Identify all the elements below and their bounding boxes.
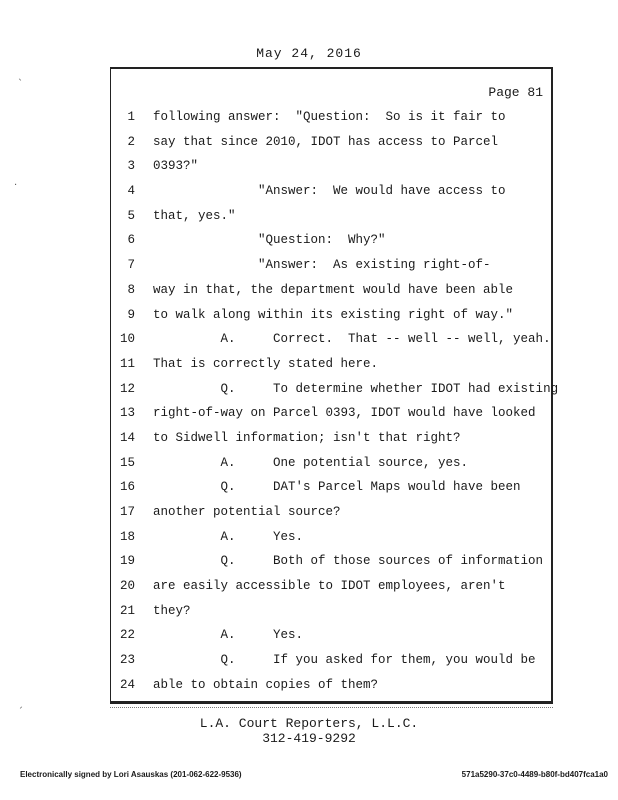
line-number: 1 <box>127 110 135 124</box>
line-number: 10 <box>119 332 135 347</box>
line-number: 17 <box>119 505 135 519</box>
transcript-line <box>111 401 554 426</box>
transcript-line <box>111 179 554 204</box>
line-text: another potential source? <box>153 505 341 519</box>
line-text: they? <box>153 603 191 618</box>
line-number: 3 <box>127 159 135 174</box>
page-number: Page 81 <box>488 85 543 100</box>
line-number: 15 <box>119 455 135 470</box>
page-bottom-rule <box>110 707 553 709</box>
line-text: to Sidwell information; isn't that right? <box>153 430 461 445</box>
line-text: A. Yes. <box>153 529 304 544</box>
line-text: way in that, the department would have been able <box>153 282 514 297</box>
line-number: 19 <box>119 554 135 569</box>
transcript-line <box>111 278 554 303</box>
line-number: 4 <box>127 184 135 199</box>
transcript-line <box>111 451 554 476</box>
court-reporter-name: L.A. Court Reporters, L.L.C. <box>199 716 419 731</box>
transcript-line <box>111 228 554 253</box>
line-text: 0393?" <box>153 159 199 174</box>
transcript-line <box>111 253 554 278</box>
line-text: that, yes." <box>153 208 236 223</box>
line-text: "Question: Why?" <box>153 233 386 248</box>
line-number: 7 <box>127 258 135 273</box>
transcript-page <box>110 67 559 704</box>
line-text: to walk along within its existing right of way." <box>153 307 514 322</box>
document-id: 571a5290-37c0-4489-b80f-bd407fca1a0 <box>461 770 608 779</box>
line-number: 14 <box>119 430 135 445</box>
line-text: A. Yes. <box>153 628 304 643</box>
court-reporter-phone: 312-419-9292 <box>262 731 356 746</box>
scan-mark-top: ˎ <box>18 70 23 81</box>
transcript-line <box>111 105 554 130</box>
transcript-lines <box>111 105 559 698</box>
line-number: 18 <box>119 529 135 544</box>
line-text: Q. DAT's Parcel Maps would have been <box>153 480 521 495</box>
line-text: say that since 2010, IDOT has access to Parcel <box>153 134 499 149</box>
line-text: A. One potential source, yes. <box>153 455 469 470</box>
transcript-line <box>111 204 554 229</box>
transcript-line <box>111 574 554 599</box>
transcript-line <box>111 377 559 402</box>
transcript-line <box>111 303 554 328</box>
transcript-line <box>111 352 554 377</box>
line-number: 9 <box>127 307 135 322</box>
transcript-line <box>111 623 554 648</box>
line-text: right-of-way on Parcel 0393, IDOT would have looked <box>153 406 536 421</box>
deposition-date: May 24, 2016 <box>256 46 362 61</box>
transcript-line <box>111 475 554 500</box>
line-text: Q. To determine whether IDOT had existing <box>153 381 559 396</box>
line-number: 13 <box>119 406 135 421</box>
line-text: A. Correct. That -- well -- well, yeah. <box>153 332 551 347</box>
line-number: 5 <box>127 208 135 223</box>
line-number: 12 <box>119 381 135 396</box>
transcript-line <box>111 327 554 352</box>
line-number: 8 <box>127 282 135 297</box>
transcript-line <box>111 648 554 673</box>
line-number: 16 <box>119 480 135 495</box>
scan-mark-middle: · <box>14 180 18 191</box>
line-number: 20 <box>119 579 135 594</box>
line-text: "Answer: As existing right-of- <box>153 258 491 273</box>
line-number: 24 <box>119 677 135 692</box>
transcript-line <box>111 130 554 155</box>
line-number: 22 <box>119 628 135 643</box>
line-number: 23 <box>119 653 135 668</box>
line-number: 11 <box>119 356 135 371</box>
transcript-line <box>111 599 554 624</box>
transcript-line <box>111 673 554 698</box>
line-text: That is correctly stated here. <box>153 356 379 371</box>
transcript-line <box>111 154 554 179</box>
scan-mark-bottom: ˏ <box>18 698 23 709</box>
line-number: 6 <box>127 233 135 248</box>
line-text: Q. If you asked for them, you would be <box>153 653 536 668</box>
line-text: Q. Both of those sources of information <box>153 554 544 569</box>
transcript-line <box>111 549 554 574</box>
transcript-line <box>111 525 554 550</box>
transcript-line <box>111 500 554 525</box>
line-text: following answer: "Question: So is it fair to <box>153 110 506 124</box>
line-text: are easily accessible to IDOT employees, aren't <box>153 579 506 594</box>
transcript-line <box>111 426 554 451</box>
line-number: 2 <box>127 134 135 149</box>
line-text: able to obtain copies of them? <box>153 677 379 692</box>
line-text: "Answer: We would have access to <box>153 184 506 199</box>
electronic-signature: Electronically signed by Lori Asauskas (201-062-622-9536) <box>20 770 242 779</box>
line-number: 21 <box>119 603 135 618</box>
